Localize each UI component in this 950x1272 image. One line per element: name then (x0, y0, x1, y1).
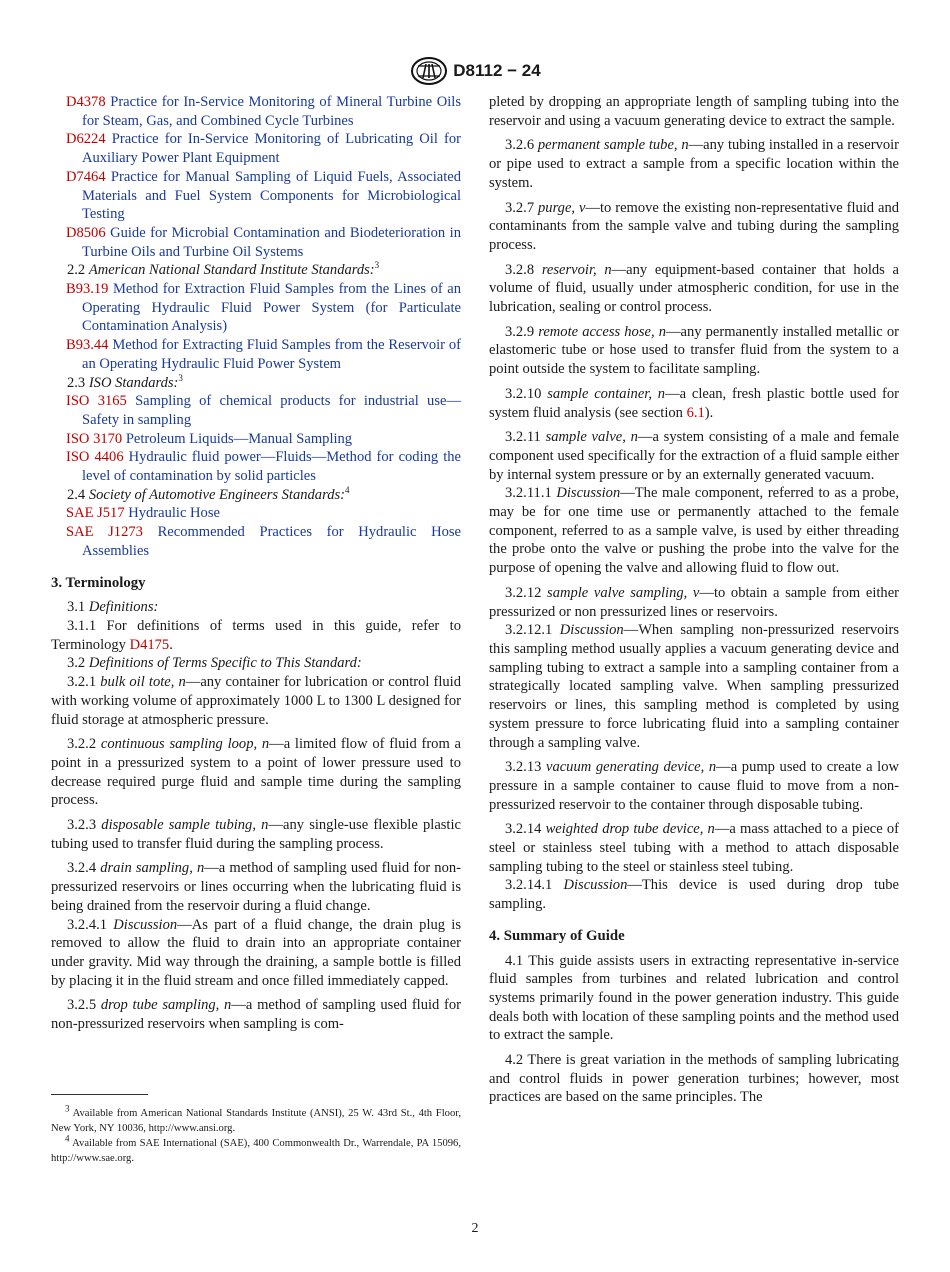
defined-term: reservoir, n (541, 261, 612, 278)
definition-number: 3.2.4 (67, 860, 97, 877)
definition-number: 3.2.7 (505, 199, 535, 216)
definition-text: ). (704, 404, 714, 421)
standard-designation: D8112 − 24 (453, 61, 541, 80)
definition-text: —any permanently installed metallic or elastomeric tube or hose used to transfer fluid from the system to a point outside the system to facilitate sampling. (489, 323, 899, 378)
reference-title-link[interactable]: Hydraulic Hose (128, 505, 220, 522)
definition-number: 3.2.10 (505, 385, 542, 402)
definition-number: 3.2.2 (67, 736, 97, 753)
definition-number: 3.2.11.1 (505, 485, 552, 502)
defined-term: sample valve, n (545, 429, 638, 446)
footnotes (51, 1094, 461, 1166)
astm-logo-icon (409, 56, 449, 86)
definition-paragraph (489, 385, 899, 422)
summary-paragraph: 4.2 There is great variation in the methods of sampling lubricating and control fluids in power generation turbines; however, most practices are based on the same principles. The (489, 1052, 899, 1106)
definition-number: 3.2.1 (67, 674, 97, 691)
reference-code-link[interactable]: ISO 3165 (66, 393, 127, 410)
definition-number: 3.2.12 (505, 584, 542, 601)
definition-text: —a method of sampling used fluid for non-pressurized reservoirs when sampling is com- (51, 997, 461, 1033)
discussion-label: Discussion (556, 485, 621, 502)
definition-number: 3.2.8 (505, 261, 535, 278)
footnote-marker: 4 (65, 1133, 70, 1144)
reference-code-link[interactable]: ISO 3170 (66, 430, 123, 447)
reference-title-link[interactable]: Petroleum Liquids—Manual Sampling (125, 430, 353, 447)
defined-term: drop tube sampling, n (100, 997, 232, 1014)
reference-item (66, 392, 461, 429)
reference-item (66, 336, 461, 373)
definition-paragraph (489, 199, 899, 255)
definition-number: 3.2.13 (505, 759, 542, 776)
definition-text: —The male component, referred to as a probe, may be for one time use or permanently attached to the female component, referred to as a sample valve, is used by either threading the probe onto the valve or pushing the probe into the valve for the purpose of opening the valve and allowing fluid to flow out. (489, 485, 899, 577)
definition-paragraph (489, 323, 899, 379)
footnote-ref[interactable]: 3 (178, 372, 183, 383)
defined-term: sample valve sampling, v (547, 584, 700, 601)
reference-item (66, 93, 462, 130)
definition-text: —a pump used to create a low pressure in a sample container to cause fluid to move from a non-pressurized reservoir to the container through disposable tubing. (489, 759, 899, 813)
reference-title-link[interactable]: Method for Extracting Fluid Samples from the Reservoir of an Operating Hydraulic Fluid Power System (82, 337, 461, 372)
reference-title-link[interactable]: Method for Extraction Fluid Samples from the Lines of an Operating Hydraulic Fluid Power System (for Particulate Contamination Analysis) (82, 281, 462, 335)
reference-item (66, 224, 461, 261)
footnote (51, 1133, 461, 1166)
reference-item (66, 130, 461, 167)
reference-code-link[interactable]: SAE J1273 (66, 524, 143, 541)
footnote-ref[interactable]: 3 (374, 260, 380, 271)
definition-text: —any tubing installed in a reservoir or pipe used to extract a sample from a specific location within the system. (489, 137, 899, 191)
iso-subheading (51, 374, 461, 393)
reference-code-link[interactable]: D6224 (66, 131, 106, 148)
reference-code-link[interactable]: B93.44 (66, 337, 109, 354)
definition-number: 3.2.3 (67, 817, 97, 834)
definition-paragraph (51, 673, 461, 729)
sae-subheading (51, 486, 461, 505)
reference-item (66, 448, 461, 485)
reference-item (66, 280, 462, 336)
definition-number: 3.2.4.1 (67, 916, 108, 933)
reference-title-link[interactable]: Guide for Microbial Contamination and Biodeterioration in Turbine Oils and Turbine Oil Systems (82, 224, 461, 260)
subsection-title: Society of Automotive Engineers Standards: (88, 486, 345, 503)
reference-title-link[interactable]: Sampling of chemical products for industrial use—Safety in sampling (82, 393, 461, 428)
footnote-ref[interactable]: 4 (344, 484, 350, 495)
defined-term: vacuum generating device, n (546, 759, 717, 776)
definition-text: —a mass attached to a piece of steel or stainless steel tubing with a method to attach disposable sampling tubing to the steel or stainless steel tubing. (489, 821, 900, 875)
reference-title-link[interactable]: Hydraulic fluid power—Fluids—Method for coding the level of contamination by solid particles (82, 449, 461, 485)
footnote-text: Available from American National Standards Institute (ANSI), 25 W. 43rd St., 4th Floor, New York, NY 10036, http://www.ansi.org. (51, 1108, 461, 1134)
left-column (51, 93, 461, 1034)
discussion-label: Discussion (113, 916, 178, 933)
reference-item (66, 523, 462, 560)
d4175-link[interactable]: D4175 (129, 636, 170, 653)
defined-term: disposable sample tubing, n (101, 817, 269, 834)
reference-code-link[interactable]: D8506 (66, 224, 106, 241)
ansi-subheading (51, 261, 461, 280)
reference-title-link[interactable]: Practice for In-Service Monitoring of Lubricating Oil for Auxiliary Power Plant Equipment (82, 131, 461, 167)
reference-item (66, 504, 461, 523)
defined-term: drain sampling, n (100, 860, 205, 877)
definition-text: —a limited flow of fluid from a point in a pressurized system to a point of lower pressure used to decrease required purge fluid and sample time during the sampling process. (51, 736, 461, 809)
subsection-number: 2.4 (67, 486, 86, 503)
specific-definitions-subheading (51, 654, 461, 673)
reference-item (66, 168, 462, 224)
definition-number: 3.2.6 (505, 137, 535, 154)
footnote-divider (51, 1094, 148, 1095)
definition-paragraph (51, 735, 461, 810)
discussion-paragraph (51, 916, 461, 991)
iso-reference-list (51, 392, 461, 486)
footnote-text: Available from SAE International (SAE), 400 Commonwealth Dr., Warrendale, PA 15096, http://www.sae.org. (51, 1138, 461, 1164)
reference-title-link[interactable]: Recommended Practices for Hydraulic Hose Assemblies (82, 524, 462, 559)
page-header (0, 56, 950, 86)
definition-number: 3.2.5 (67, 997, 97, 1014)
paragraph-text: 3.1.1 For definitions of terms used in this guide, refer to Terminology (51, 617, 461, 653)
definition-paragraph (51, 996, 461, 1033)
definition-paragraph (489, 136, 899, 192)
subsection-title: Definitions of Terms Specific to This Standard: (88, 655, 362, 672)
reference-code-link[interactable]: D4378 (66, 94, 106, 110)
subsection-title: ISO Standards: (88, 374, 179, 391)
definition-paragraph (489, 584, 899, 621)
page-number: 2 (471, 1221, 479, 1236)
reference-item (66, 430, 461, 449)
definition-number: 3.2.9 (505, 323, 535, 340)
definition-number: 3.2.12.1 (505, 622, 553, 639)
definition-text: —any equipment-based container that holds a volume of fluid, usually under atmospheric condition, for use in the lubrication, sealing or control process. (489, 261, 900, 316)
footnote-marker: 3 (65, 1103, 70, 1114)
definition-text: —to obtain a sample from either pressurized or non pressurized lines or reservoirs. (489, 584, 899, 620)
definition-paragraph (51, 859, 461, 915)
subsection-title: American National Standard Institute Standards: (88, 262, 375, 279)
definition-text: —a system consisting of a male and female component used specifically for the extraction of a fluid sample either by internal system pressure or by an externally generated vacuum. (489, 429, 899, 483)
discussion-paragraph (489, 876, 899, 913)
subsection-number: 3.1 (67, 599, 86, 616)
discussion-paragraph (489, 621, 899, 752)
defined-term: permanent sample tube, n (537, 137, 689, 154)
definition-text: —As part of a fluid change, the drain plug is removed to allow the fluid to drain into an appropriate container under gravity. Mid way through the draining, a sample bottle is filled by placing it in the fluid stream and once filled immediately capped. (51, 916, 461, 989)
ansi-reference-list (51, 280, 461, 374)
discussion-paragraph (489, 484, 899, 578)
definition-number: 3.2.11 (505, 429, 541, 446)
definition-paragraph (489, 261, 899, 317)
discussion-label: Discussion (563, 877, 628, 894)
definition-text: —to remove the existing non-representative fluid and contaminants from the sample valve and tubing during the sampling process. (489, 199, 899, 253)
definition-text: —any container for lubrication or control fluid with working volume of approximately 1000 L to 1300 L designed for fluid storage at atmospheric pressure. (51, 674, 462, 728)
definition-paragraph (489, 758, 899, 814)
discussion-label: Discussion (559, 622, 624, 639)
right-column (489, 93, 899, 1107)
definition-text: —This device is used during drop tube sampling. (489, 877, 900, 913)
definition-paragraph (489, 820, 899, 876)
summary-heading: 4. Summary of Guide (489, 927, 625, 944)
definition-paragraph (489, 428, 899, 484)
sae-reference-list (51, 504, 461, 560)
definition-text: —a clean, fresh plastic bottle used for system fluid analysis (see section (489, 385, 900, 421)
defined-term: continuous sampling loop, n (100, 736, 270, 753)
definition-number: 3.2.14.1 (505, 877, 553, 894)
defined-term: remote access hose, n (538, 323, 666, 340)
reference-title-link[interactable]: Practice for In-Service Monitoring of Mineral Turbine Oils for Steam, Gas, and Combined Cycle Turbines (82, 94, 462, 129)
reference-code-link[interactable]: D7464 (66, 168, 106, 185)
summary-paragraph: 4.1 This guide assists users in extracting representative in-service fluid samples from turbines and related lubrication and control systems primarily found in the power generation industry. This guide deals both with location of these sampling points and the method used to extract the sample. (489, 952, 899, 1044)
definition-text: —any single-use flexible plastic tubing used to transfer fluid during the sampling process. (51, 817, 461, 852)
defined-term: bulk oil tote, n (100, 674, 186, 691)
definition-number: 3.2.14 (505, 821, 542, 838)
subsection-number: 2.2 (67, 262, 86, 279)
subsection-title: Definitions: (88, 599, 159, 616)
defined-term: weighted drop tube device, n (545, 821, 715, 838)
section-6-1-link[interactable]: 6.1 (686, 404, 705, 421)
reference-code-link[interactable]: ISO 4406 (66, 449, 124, 466)
reference-title-link[interactable]: Practice for Manual Sampling of Liquid Fuels, Associated Materials and Fuel System Components for Microbiological Testing (82, 168, 462, 223)
subsection-number: 2.3 (67, 374, 86, 391)
definition-paragraph (51, 816, 461, 853)
definition-text: —When sampling non-pressurized reservoirs this sampling method usually applies a vacuum generating device and sampling tubing to extract a sample into a sampling container from a strategically located sampling valve. When sampling pressurized reservoirs or lines, this sampling method is completed by using system pressure to force lubricating fluid into a sampling container through a sampling valve. (489, 622, 899, 751)
defined-term: purge, v (538, 199, 586, 216)
terminology-reference-paragraph (51, 617, 461, 654)
reference-code-link[interactable]: B93.19 (66, 281, 109, 298)
defined-term: sample container, n (547, 385, 666, 402)
astm-reference-list (51, 93, 461, 261)
reference-code-link[interactable]: SAE J517 (66, 505, 125, 522)
definition-text: —a method of sampling used fluid for non-pressurized reservoirs or lines occurring when the lubricating fluid is being drained from the reservoir during a fluid change. (51, 860, 461, 914)
subsection-number: 3.2 (67, 655, 86, 672)
footnote (51, 1103, 461, 1136)
paragraph-text: . (169, 636, 173, 653)
definitions-subheading (51, 598, 461, 617)
continued-paragraph: pleted by dropping an appropriate length of sampling tubing into the reservoir and using a vacuum generating device to extract the sample. (489, 94, 899, 129)
terminology-heading: 3. Terminology (51, 574, 146, 591)
